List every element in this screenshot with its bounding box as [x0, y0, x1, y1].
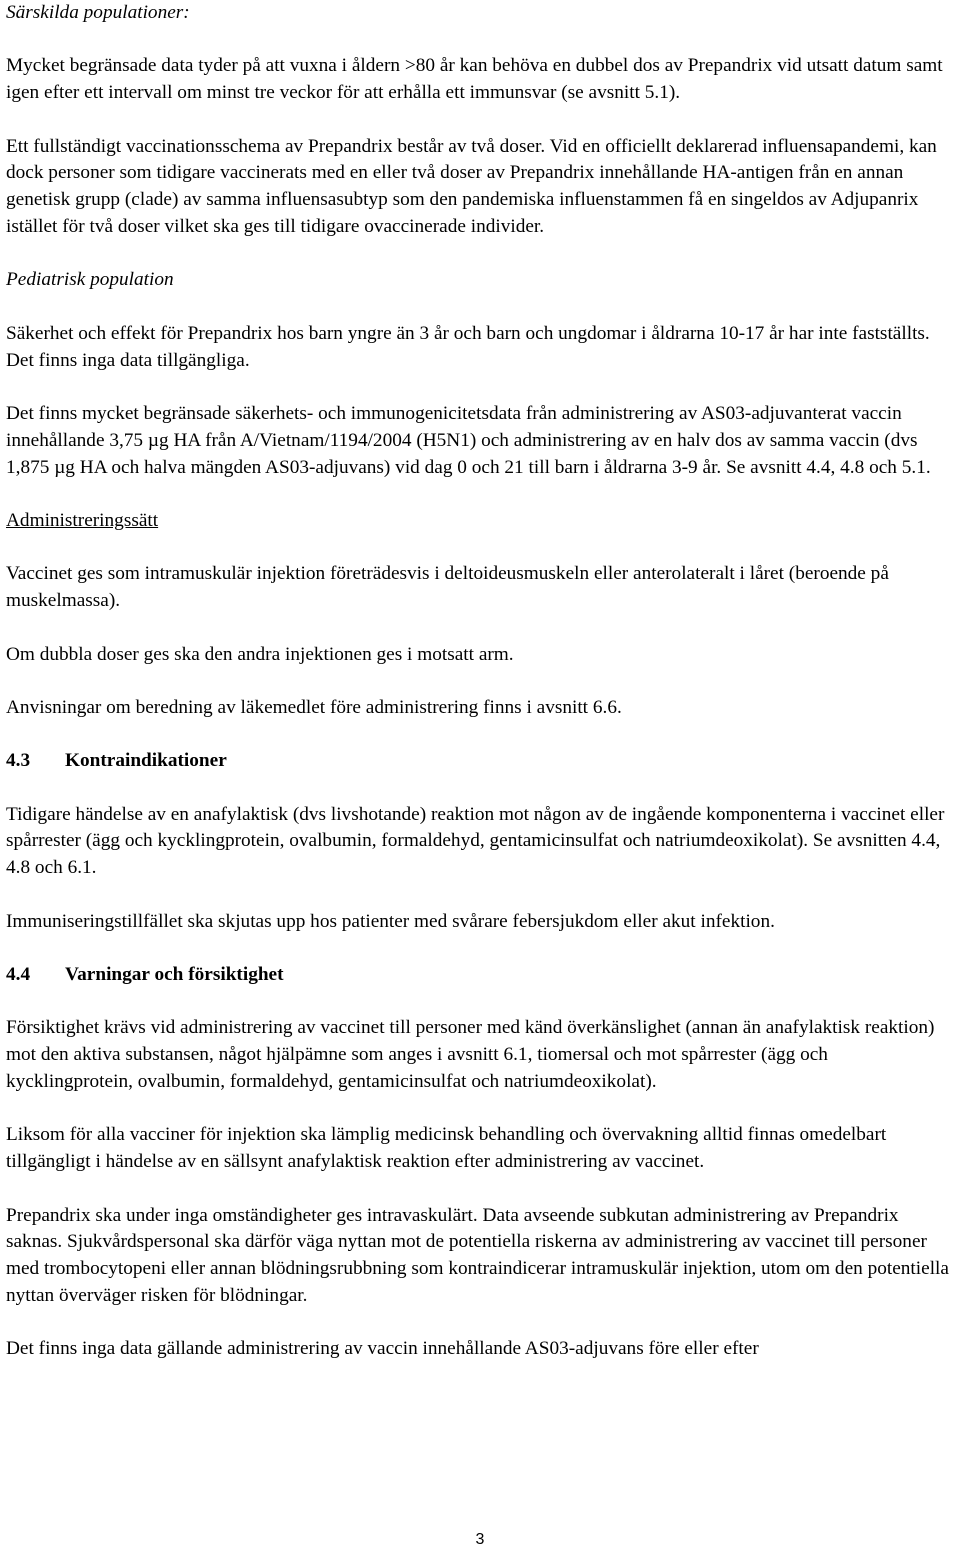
section-title: Kontraindikationer: [65, 750, 227, 772]
paragraph-hypersensitivity: Försiktighet krävs vid administrering av vaccinet till personer med känd överkänslighet (annan än anafylaktisk reaktion) mot den aktiva substansen, något hjälpämne som anges i avsnitt 6.1, tiomersal och mot spårrester (ägg och kycklingprotein, ovalbumin, formaldehyd, gentamicinsulfat och natriumdeoxikolat).: [6, 1017, 935, 1093]
paragraph-medical-treatment: Liksom för alla vacciner för injektion ska lämplig medicinsk behandling och övervakning alltid finnas omedelbart tillgängligt i händelse av en sällsynt anafylaktisk reaktion efter administrering av vaccinet.: [6, 1124, 887, 1173]
paragraph-contraindication-anaphylaxis: Tidigare händelse av en anafylaktisk (dvs livshotande) reaktion mot någon av de ingående komponenterna i vaccinet eller spårrester (ägg och kycklingprotein, ovalbumin, formaldehyd, gentamicinsulfat och natriumdeoxikolat). Se avsnitten 4.4, 4.8 och 6.1.: [6, 803, 945, 879]
paragraph-intramuscular: Vaccinet ges som intramuskulär injektion företrädesvis i deltoideusmuskeln eller anterolateralt i låret (beroende på muskelmassa).: [6, 563, 889, 612]
document-page: [6, 0, 956, 1363]
section-number: 4.4: [6, 964, 31, 986]
section-heading-4-3: [6, 748, 956, 775]
paragraph-elderly-dosing: Mycket begränsade data tyder på att vuxna i åldern >80 år kan behöva en dubbel dos av Prepandrix vid utsatt datum samt igen efter ett intervall om minst tre veckor för att erhålla ett immunsvar (se avsnitt 5.1).: [6, 55, 943, 104]
section-heading-4-4: [6, 962, 956, 989]
paragraph-postpone-immunisation: Immuniseringstillfället ska skjutas upp hos patienter med svårare febersjukdom eller akut infektion.: [6, 910, 775, 932]
paragraph-vaccination-schedule: Ett fullständigt vaccinationsschema av Prepandrix består av två doser. Vid en officiellt deklarerad influensapandemi, kan dock personer som tidigare vaccinerats med en eller två doser av Prepandrix innehållande HA-antigen från en annan genetisk grupp (clade) av samma influensasubtyp som den pandemiska influenstammen få en singeldos av Adjupanrix istället för två doser vilket ska ges till tidigare ovaccinerade individer.: [6, 135, 937, 237]
pediatric-population-heading: Pediatrisk population: [6, 269, 174, 291]
section-number: 4.3: [6, 750, 31, 772]
section-title: Varningar och försiktighet: [65, 964, 284, 986]
paragraph-pediatric-data: Det finns mycket begränsade säkerhets- och immunogenicitetsdata från administrering av AS03-adjuvanterat vaccin innehållande 3,75 µg HA från A/Vietnam/1194/2004 (H5N1) och administrering av en halv dos av samma vaccin (dvs 1,875 µg HA och halva mängden AS03-adjuvans) vid dag 0 och 21 till barn i åldrarna 3-9 år. Se avsnitt 4.4, 4.8 och 5.1.: [6, 402, 931, 478]
paragraph-pediatric-safety: Säkerhet och effekt för Prepandrix hos barn yngre än 3 år och barn och ungdomar i åldrarna 10-17 år har inte fastställts. Det finns inga data tillgängliga.: [6, 322, 930, 371]
paragraph-preparation: Anvisningar om beredning av läkemedlet före administrering finns i avsnitt 6.6.: [6, 696, 622, 718]
paragraph-double-dose: Om dubbla doser ges ska den andra injektionen ges i motsatt arm.: [6, 643, 514, 665]
page-number: 3: [475, 1531, 485, 1548]
special-populations-heading: Särskilda populationer:: [6, 2, 190, 23]
administration-heading: Administreringssätt: [6, 509, 159, 531]
paragraph-intravascular: Prepandrix ska under inga omständigheter ges intravaskulärt. Data avseende subkutan administrering av Prepandrix saknas. Sjukvårdspersonal ska därför väga nyttan mot de potentiella riskerna av administrering av vaccinet till personer med trombocytopeni eller annan blödningsrubbning som kontraindicerar intramuskulär injektion, utom om den potentiella nyttan överväger risken för blödningar.: [6, 1204, 949, 1306]
paragraph-as03-data: Det finns inga data gällande administrering av vaccin innehållande AS03-adjuvans före eller efter: [6, 1338, 759, 1360]
